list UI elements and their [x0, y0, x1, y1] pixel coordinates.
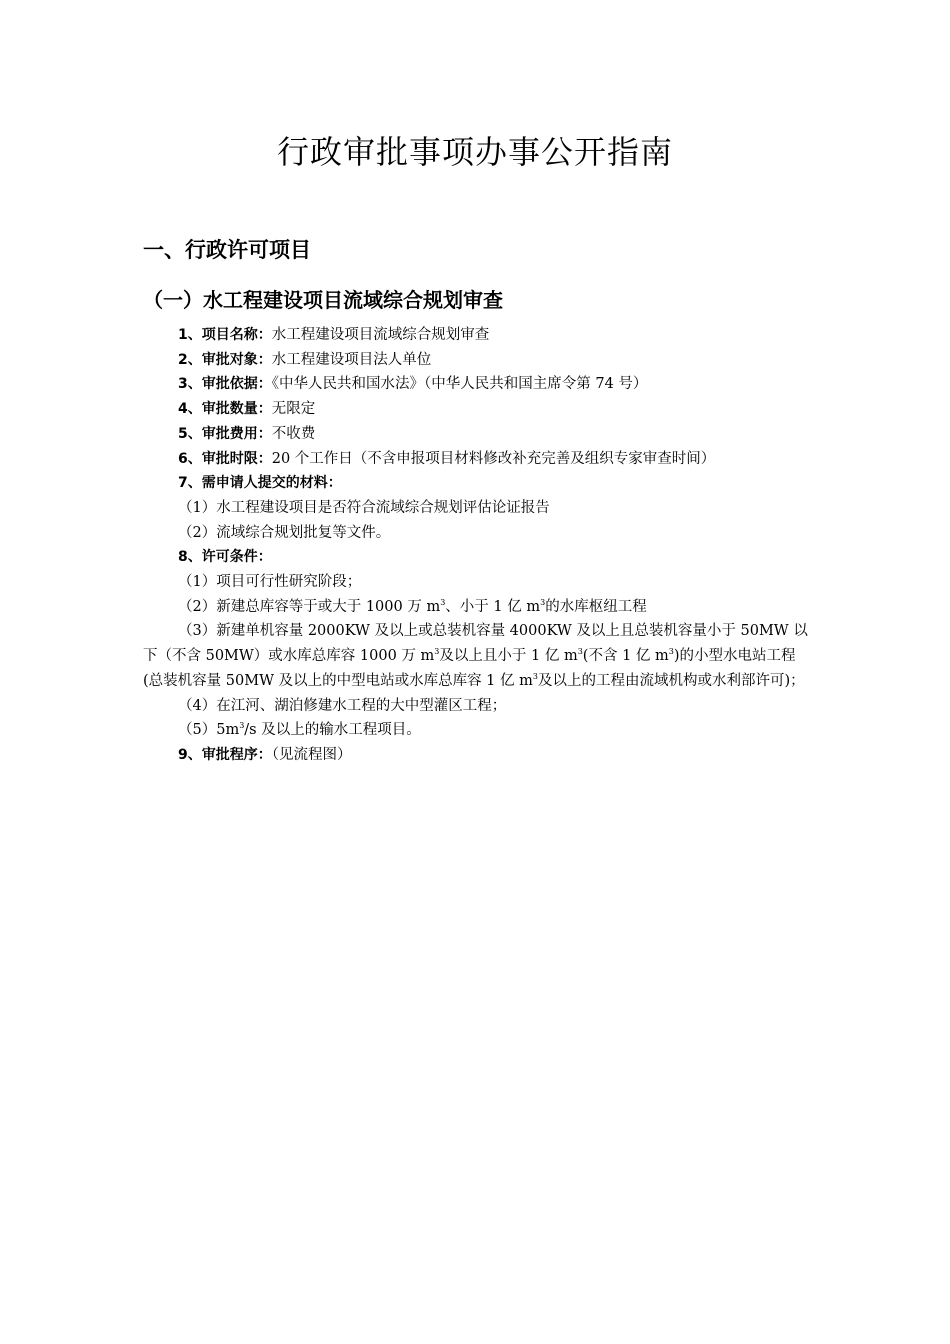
- item-label: 8、许可条件：: [178, 549, 272, 566]
- condition-text: 的水库枢纽工程: [545, 598, 647, 615]
- item-label: 4、审批数量：: [178, 401, 272, 418]
- item-label: 2、审批对象：: [178, 351, 272, 368]
- document-body: [143, 323, 811, 768]
- item-label: 6、审批时限：: [178, 450, 272, 467]
- subsection-heading: （一）水工程建设项目流域综合规划审查: [143, 288, 503, 312]
- conditions-heading: [143, 545, 811, 570]
- superscript: 3: [434, 647, 440, 657]
- item-value: 水工程建设项目法人单位: [271, 351, 432, 368]
- condition-item: （1）项目可行性研究阶段；: [178, 574, 362, 591]
- superscript: 3: [668, 647, 674, 657]
- condition-text: （2）新建总库容等于或大于 1000 万 m: [178, 598, 441, 615]
- condition-text: 、小于 1 亿 m: [445, 598, 541, 615]
- superscript: 3: [239, 721, 245, 731]
- item-approval-target: [143, 348, 811, 373]
- superscript: 3: [577, 647, 583, 657]
- condition-item: [143, 595, 811, 620]
- material-item: （1）水工程建设项目是否符合流域综合规划评估论证报告: [178, 499, 550, 516]
- document-title: 行政审批事项办事公开指南: [276, 133, 673, 171]
- condition-text: )的小型水电站工程(总装机容量 50MW 及以上的中型电站或水库总库容 1 亿 m: [143, 648, 796, 689]
- superscript: 3: [532, 672, 538, 682]
- section-heading: 一、行政许可项目: [143, 238, 311, 262]
- item-label: 9、审批程序：: [178, 746, 272, 763]
- condition-text: /s 及以上的输水工程项目。: [244, 722, 421, 739]
- item-value: 水工程建设项目流域综合规划审查: [271, 327, 490, 343]
- condition-text: （5）5m: [178, 722, 240, 739]
- item-value: 《中华人民共和国水法》（中华人民共和国主席令第 74 号）: [271, 376, 648, 393]
- condition-item: （4）在江河、湖泊修建水工程的大中型灌区工程；: [178, 697, 507, 714]
- item-approval-basis: [143, 372, 811, 397]
- item-required-materials: [143, 471, 811, 496]
- item-project-name: [143, 323, 811, 348]
- condition-text: 及以上的工程由流域机构或水利部许可)；: [537, 672, 805, 689]
- item-value: 20 个工作日（不含申报项目材料修改补充完善及组织专家审查时间）: [271, 450, 716, 467]
- condition-text: 及以上且小于 1 亿 m: [439, 648, 578, 665]
- item-label: 5、审批费用：: [178, 425, 272, 442]
- item-approval-quantity: [143, 397, 811, 422]
- superscript: 3: [440, 597, 446, 607]
- superscript: 3: [540, 597, 546, 607]
- item-label: 7、需申请人提交的材料：: [178, 475, 342, 492]
- condition-item: [143, 718, 811, 743]
- item-approval-procedure: [143, 743, 811, 768]
- item-value: （见流程图）: [271, 746, 352, 763]
- item-label: 3、审批依据：: [178, 376, 272, 393]
- item-approval-time-limit: [143, 447, 811, 472]
- item-value: 不收费: [271, 425, 316, 442]
- condition-item: [143, 619, 811, 693]
- item-approval-fee: [143, 422, 811, 447]
- item-label: 1、项目名称：: [178, 327, 272, 343]
- condition-text: （3）新建单机容量 2000KW 及以上或总装机容量 4000KW 及以上且总装机容量小于 50MW 以下（不含 50MW）或水库总库容 1000 万 m: [143, 623, 808, 665]
- condition-text: (不含 1 亿 m: [582, 648, 669, 665]
- item-value: 无限定: [271, 401, 316, 418]
- material-item: （2）流域综合规划批复等文件。: [178, 524, 391, 541]
